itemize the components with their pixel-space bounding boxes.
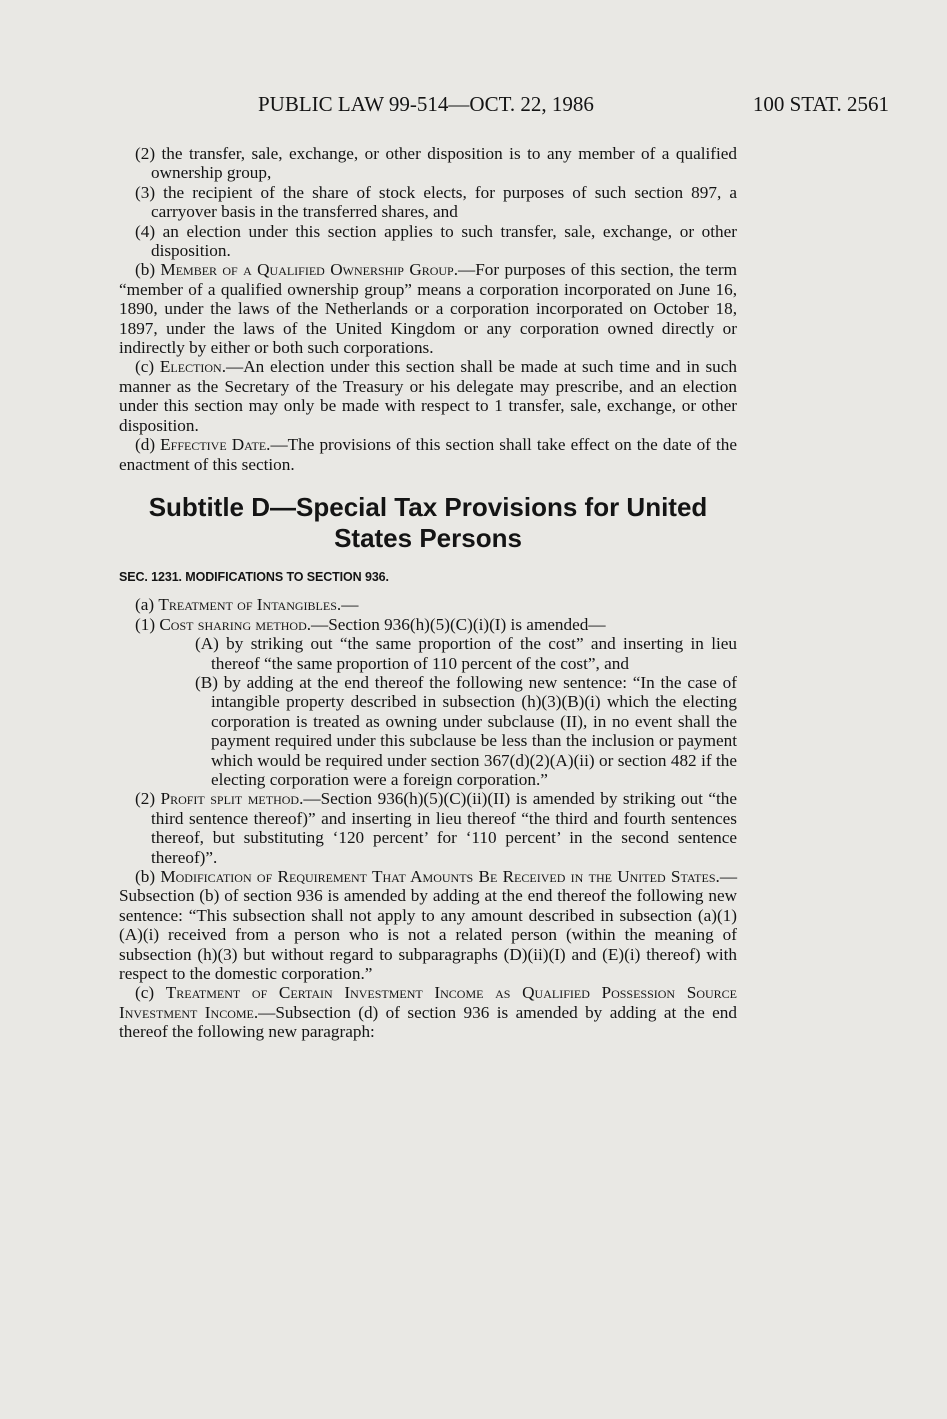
- subsection-heading: Modification of Requirement That Amounts Be Received in the United States: [160, 867, 716, 886]
- subsection-heading: Treatment of Intangibles: [158, 595, 337, 615]
- subsection-text: .—The provisions of this section shall take effect on the date of the enactment of this section.: [119, 435, 737, 474]
- paragraph-item-4: (4) an election under this section applies to such transfer, sale, exchange, or other disposition.: [135, 221, 737, 261]
- subparagraph-A: (A) by striking out “the same proportion of the cost” and inserting in lieu thereof “the same proportion of 110 percent of the cost”, and: [195, 634, 737, 673]
- paragraph-2-profit-split: [119, 789, 737, 867]
- paragraph-text: .—Section 936(h)(5)(C)(i)(I) is amended—: [306, 614, 606, 634]
- subsection-heading: Treatment of Certain Investment Income as Qualified Possession Source Investment Income: [119, 983, 737, 1022]
- paragraph-item-2: (2) the transfer, sale, exchange, or other disposition is to any member of a qualified ownership group,: [135, 144, 737, 183]
- sec-subsection-c-investment-income: [119, 983, 737, 1041]
- paragraph-text: .—Section 936(h)(5)(C)(ii)(II) is amended by striking out “the third sentence thereof)” and inserting in lieu thereof “the third and fourth sentences thereof, but substituting ‘120 percent’ for ‘110 percent’ in the second sentence thereof)”.: [151, 789, 737, 867]
- subsection-text: .—An election under this section shall be made at such time and in such manner as the Secretary of the Treasury or his delegate may prescribe, and an election under this section may only be made with respect to 1 transfer, sale, exchange, or other disposition.: [119, 357, 738, 435]
- subsection-label: (b): [135, 867, 161, 886]
- document-body: [119, 144, 737, 1042]
- subsection-text: .—Subsection (b) of section 936 is amended by adding at the end thereof the following new sentence: “This subsection shall not apply to any amount described in subsection (a)(1)(A)(i) received from a person who is not a related person (within the meaning of subsection (h)(3) but without regard to subparagraphs (D)(ii)(I) and (E)(i) thereof) with respect to the domestic corporation.”: [119, 867, 738, 984]
- subparagraph-B: (B) by adding at the end thereof the following new sentence: “In the case of intangible property described in subsection (h)(3)(B)(i) which the electing corporation is treated as owning under subclause (II), in no event shall the payment required under this subclause be less than the inclusion or payment which would be required under section 367(d)(2)(A)(ii) or section 482 if the electing corporation were a foreign corporation.”: [195, 672, 737, 789]
- subsection-d-effective-date: [119, 435, 737, 474]
- section-heading: SEC. 1231. MODIFICATIONS TO SECTION 936.: [119, 569, 389, 584]
- paragraph-heading: Profit split method: [160, 789, 300, 809]
- subsection-heading: Election: [159, 357, 222, 377]
- paragraph-label: (2): [135, 789, 161, 809]
- subsection-heading: Effective Date: [160, 435, 267, 455]
- sec-subsection-b-modification: [119, 867, 737, 983]
- paragraph-1-cost-sharing: [119, 615, 737, 634]
- subtitle-heading: Subtitle D—Special Tax Provisions for United States Persons: [148, 491, 708, 553]
- subsection-b-member-of-qualified-group: [119, 260, 737, 357]
- subsection-label: (c): [135, 357, 160, 377]
- paragraph-item-3: (3) the recipient of the share of stock elects, for purposes of such section 897, a carryover basis in the transferred shares, and: [135, 182, 737, 222]
- subsection-label: (c): [135, 983, 166, 1003]
- subsection-heading: Member of a Qualified Ownership Group: [160, 260, 454, 280]
- subsection-label: (a): [135, 595, 159, 615]
- paragraph-heading: Cost sharing method: [159, 614, 307, 634]
- subsection-suffix: .—: [336, 595, 359, 615]
- subsection-label: (b): [135, 260, 161, 280]
- subsection-text: .—For purposes of this section, the term “member of a qualified ownership group” means a corporation incorporated on June 16, 1890, under the laws of the Netherlands or a corporation incorporated on October 18, 1897, under the laws of the United Kingdom or any corporation owned directly or indirectly by either or both such corporations.: [119, 260, 737, 358]
- public-law-heading: PUBLIC LAW 99-514—OCT. 22, 1986: [258, 92, 594, 116]
- running-header: [0, 92, 947, 126]
- subsection-c-election: [119, 357, 737, 435]
- paragraph-label: (1): [135, 614, 160, 634]
- sec-subsection-a-heading: [119, 595, 737, 614]
- subsection-text: .—Subsection (d) of section 936 is amended by adding at the end thereof the following new paragraph:: [119, 1002, 737, 1042]
- statute-page-number: 100 STAT. 2561: [752, 92, 889, 116]
- subsection-label: (d): [135, 435, 161, 455]
